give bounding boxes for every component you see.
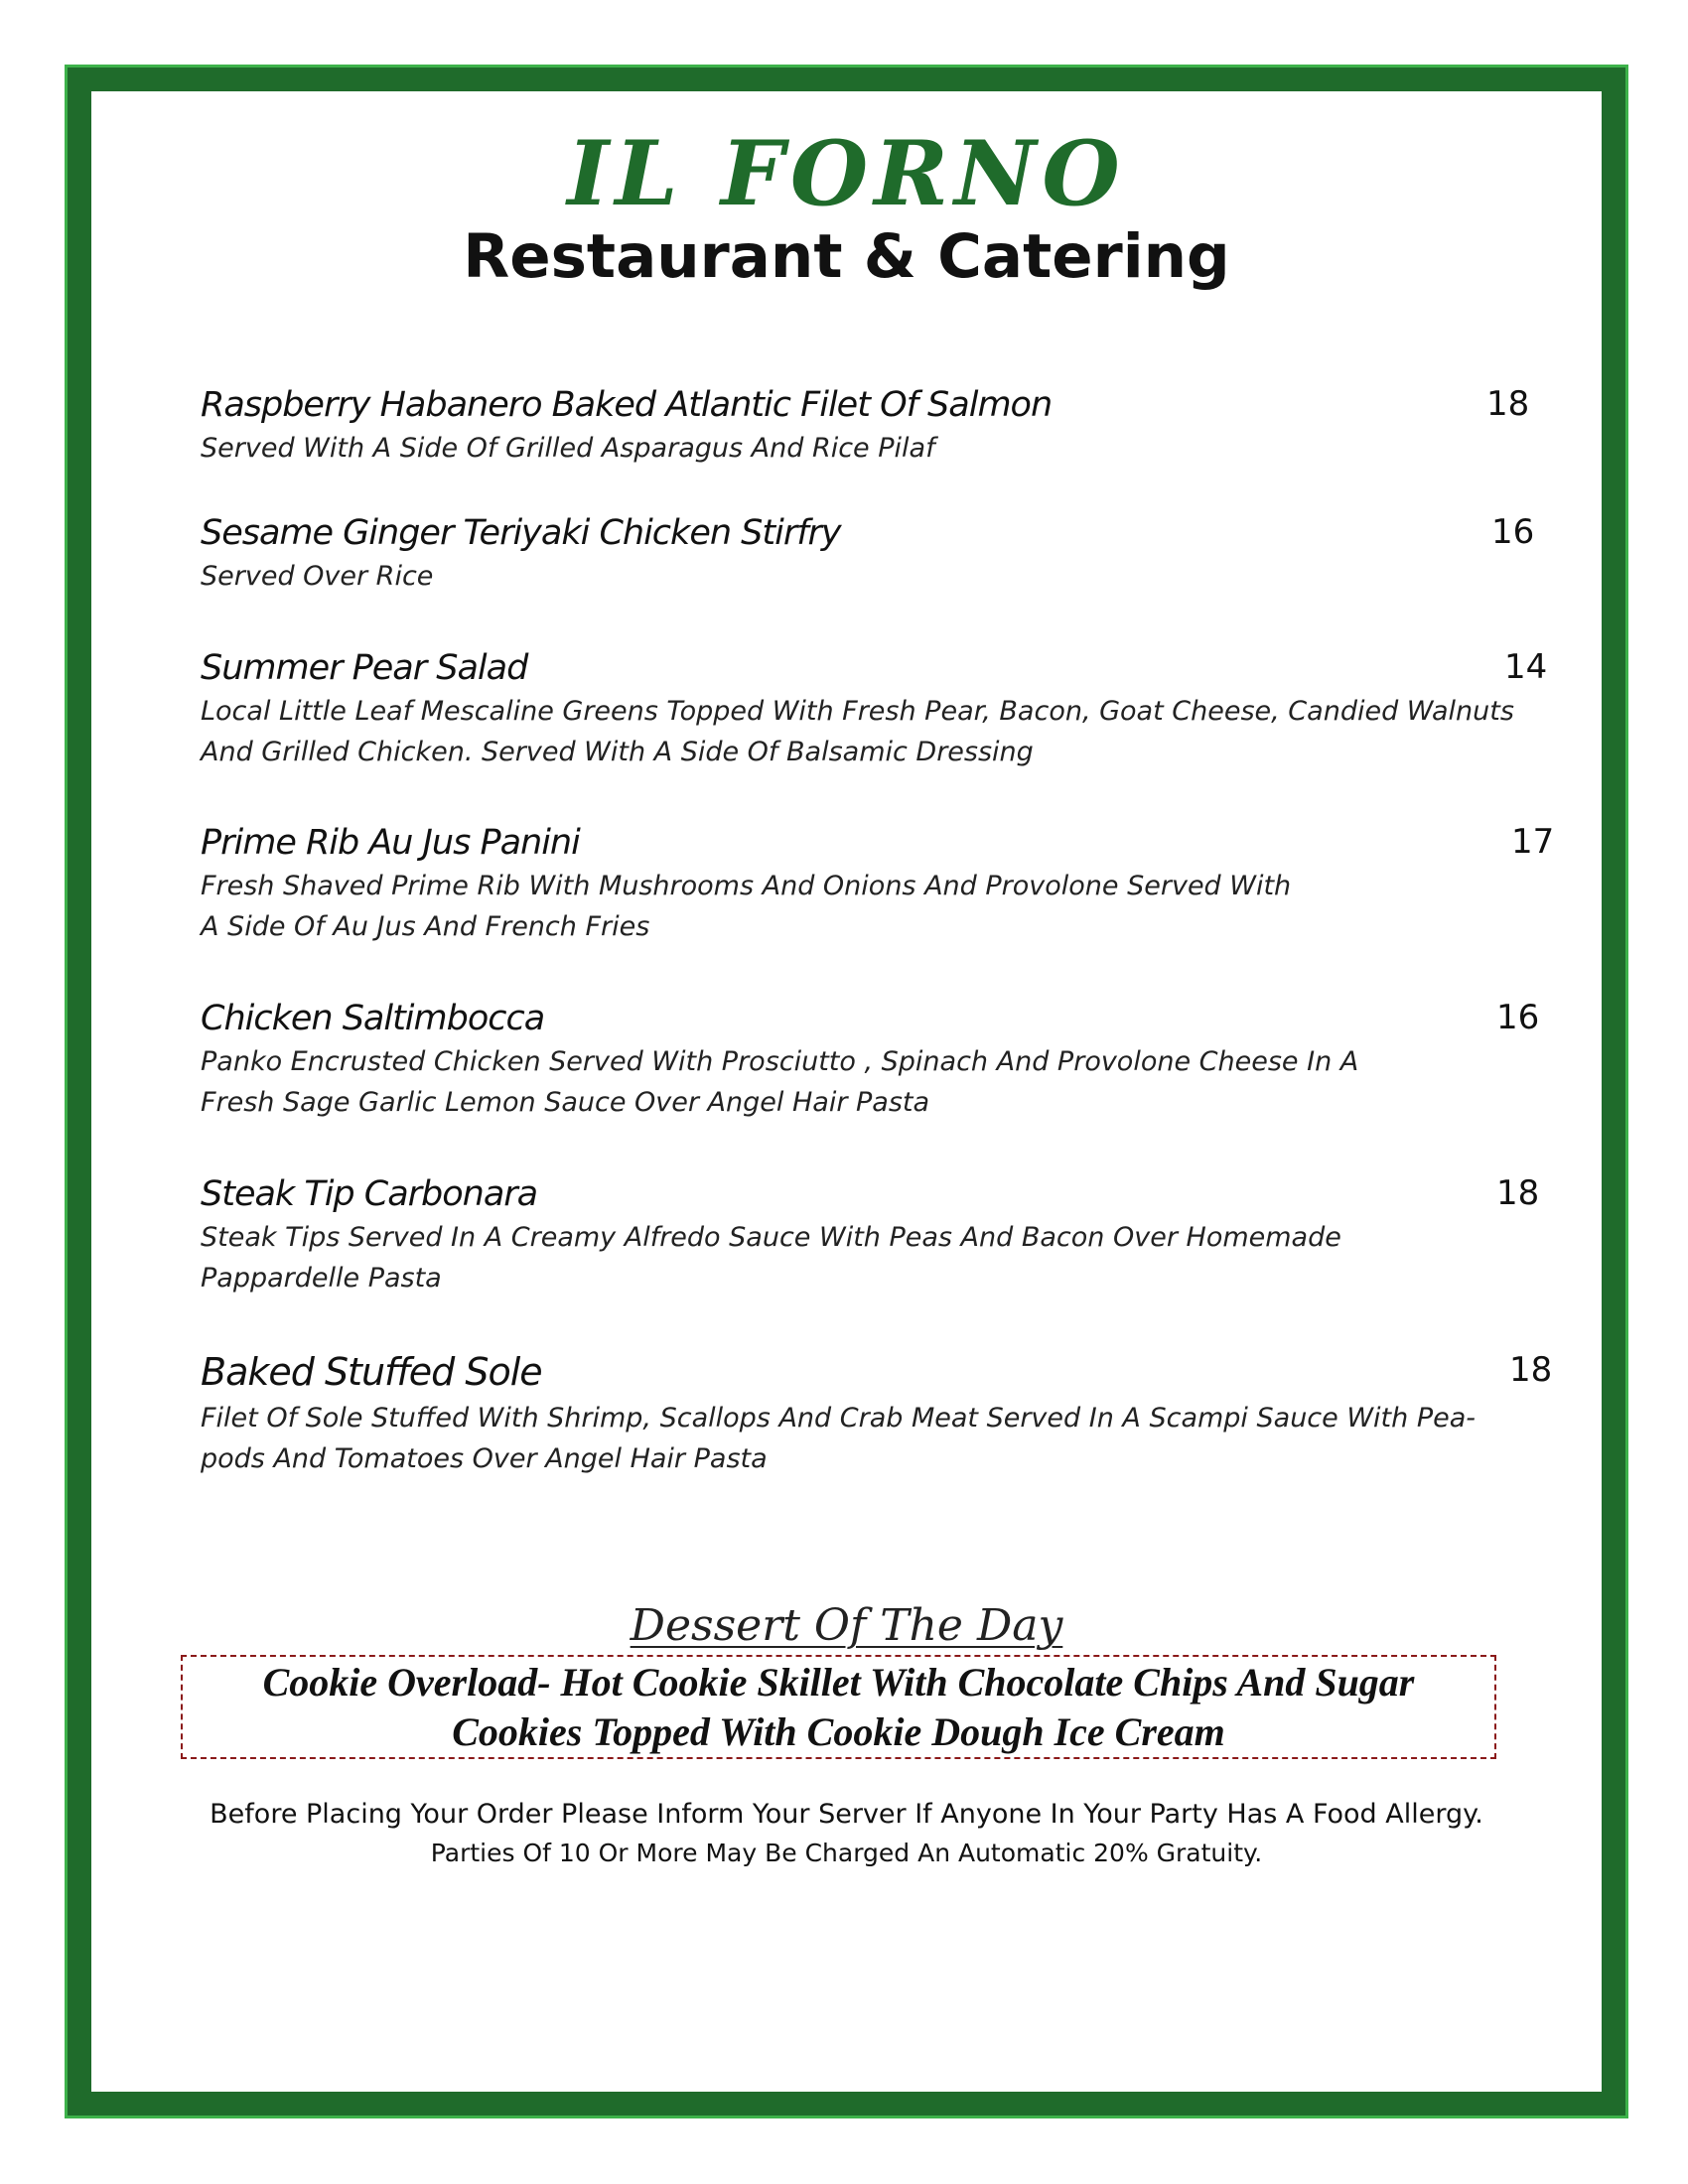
- dessert-box: [181, 1655, 1496, 1759]
- menu-item-price: 18: [1496, 1173, 1540, 1213]
- menu-item-name: Prime Rib Au Jus Panini: [201, 823, 580, 863]
- menu-item-name: Sesame Ginger Teriyaki Chicken Stirfry: [201, 513, 841, 553]
- menu-page: [91, 91, 1602, 2092]
- dessert-heading: [91, 1600, 1602, 1653]
- menu-item-price: 17: [1511, 822, 1555, 862]
- menu-item: [201, 512, 1551, 597]
- menu-item-name: Raspberry Habanero Baked Atlantic Filet Of Salmon: [201, 385, 1053, 425]
- menu-item-name: Steak Tip Carbonara: [201, 1174, 538, 1214]
- menu-item-description: Steak Tips Served In A Creamy Alfredo Sauce With Peas And Bacon Over Homemade Pappardelle Pasta: [201, 1222, 1341, 1294]
- menu-item-name: Chicken Saltimbocca: [201, 999, 545, 1038]
- menu-item-description: Served Over Rice: [201, 561, 434, 592]
- menu-item-name: Summer Pear Salad: [201, 648, 528, 688]
- menu-item-name: Baked Stuffed Sole: [201, 1350, 542, 1394]
- menu-item-price: 18: [1486, 384, 1530, 424]
- restaurant-subtitle: Restaurant & Catering: [463, 221, 1230, 292]
- menu-item-price: 16: [1491, 512, 1535, 552]
- dessert-heading-text: Dessert Of The Day: [630, 1600, 1063, 1651]
- menu-item-description: Local Little Leaf Mescaline Greens Topped With Fresh Pear, Bacon, Goat Cheese, Candied Walnuts And Grilled Chicken. Served With A Side Of Balsamic Dressing: [201, 696, 1514, 767]
- menu-item-description: Served With A Side Of Grilled Asparagus And Rice Pilaf: [201, 433, 935, 464]
- menu-item: [201, 384, 1551, 469]
- menu-item-description: Panko Encrusted Chicken Served With Prosciutto , Spinach And Provolone Cheese In A Fresh Sage Garlic Lemon Sauce Over Angel Hair Pasta: [201, 1046, 1359, 1118]
- menu-item: [201, 1173, 1551, 1298]
- dessert-description: Cookie Overload- Hot Cookie Skillet With Chocolate Chips And Sugar Cookies Topped With Cookie Dough Ice Cream: [262, 1659, 1415, 1754]
- menu-item: [201, 822, 1555, 947]
- menu-border-frame: [65, 65, 1628, 2118]
- gratuity-notice: Parties Of 10 Or More May Be Charged An Automatic 20% Gratuity.: [430, 1839, 1263, 1867]
- menu-item: [201, 647, 1551, 772]
- allergy-notice: Before Placing Your Order Please Inform Your Server If Anyone In Your Party Has A Food Allergy.: [210, 1799, 1483, 1830]
- menu-item: [201, 998, 1551, 1123]
- menu-item-description: Fresh Shaved Prime Rib With Mushrooms And Onions And Provolone Served With A Side Of Au Jus And French Fries: [201, 871, 1292, 942]
- menu-item-price: 18: [1509, 1350, 1553, 1390]
- menu-item-description: Filet Of Sole Stuffed With Shrimp, Scallops And Crab Meat Served In A Scampi Sauce With Pea- pods And Tomatoes Over Angel Hair Pasta: [201, 1402, 1477, 1474]
- menu-item-price: 14: [1504, 647, 1548, 687]
- menu-item-price: 16: [1496, 998, 1540, 1037]
- restaurant-logo: IL FORNO: [567, 121, 1126, 226]
- menu-item: [201, 1350, 1551, 1479]
